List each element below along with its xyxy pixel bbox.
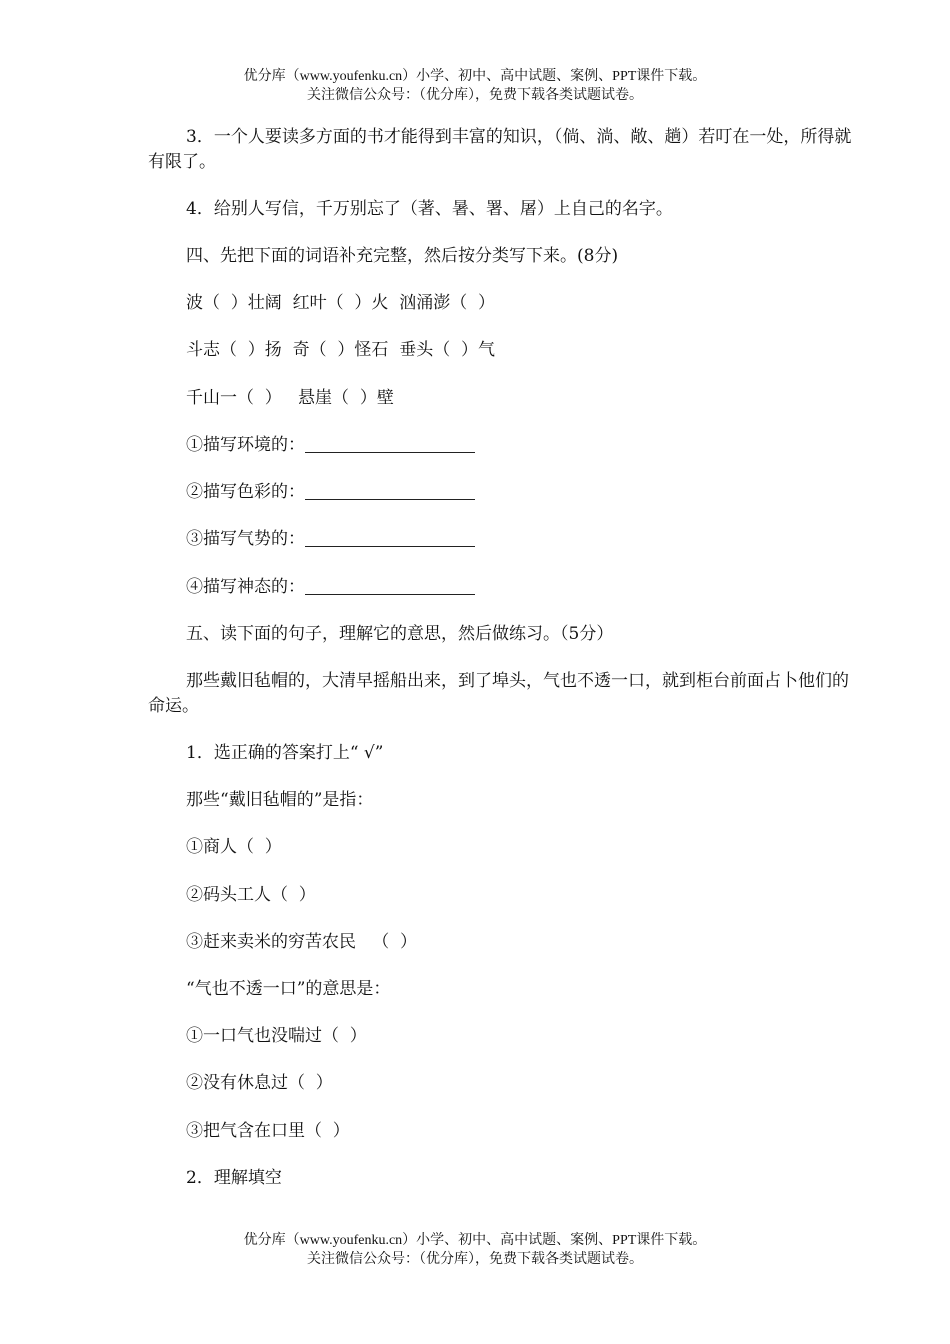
question-1a-prompt: 那些“戴旧毡帽的”是指： [186,790,374,810]
option-1b-1: ①一口气也没喘过（ ） [186,1026,367,1046]
page-footer [0,1231,950,1269]
option-1a-2: ②码头工人（ ） [186,885,316,905]
question-1b-prompt: “气也不透一口”的意思是： [186,979,391,999]
answer-blank[interactable] [305,530,475,547]
question-2: 2．理解填空 [186,1168,282,1188]
header-line-2: 关注微信公众号：（优分库），免费下载各类试题试卷。 [307,88,643,103]
category-label: ③描写气势的： [186,529,305,549]
category-expression [186,575,901,600]
question-4: 4．给别人写信，千万别忘了（著、暑、署、屠）上自己的名字。 [186,199,673,219]
answer-blank[interactable] [305,436,475,453]
option-1a-3: ③赶来卖米的穷苦农民 （ ） [186,932,418,952]
footer-line-1: 优分库（www.youfenku.cn）小学、初中、高中试题、案例、PPT课件下载。 [243,1233,707,1248]
option-1a-1: ①商人（ ） [186,837,282,857]
option-1b-3: ③把气含在口里（ ） [186,1121,350,1141]
passage: 那些戴旧毡帽的，大清早摇船出来，到了埠头，气也不透一口，就到柜台前面占卜他们的命运。 [148,671,849,716]
category-environment [186,433,901,458]
category-color [186,480,901,505]
section-5-title: 五、读下面的句子，理解它的意思，然后做练习。（5分） [186,624,614,644]
category-momentum [186,527,901,552]
section-4-title: 四、先把下面的词语补充完整，然后按分类写下来。(8分) [186,246,619,266]
category-label: ②描写色彩的： [186,482,305,502]
question-3: 3．一个人要读多方面的书才能得到丰富的知识，（倘、淌、敞、趟）若叮在一处，所得就有限了。 [148,127,852,172]
footer-line-2: 关注微信公众号：（优分库），免费下载各类试题试卷。 [307,1252,643,1267]
word-row-1: 波（ ）壮阔 红叶（ ）火 汹涌澎（ ） [186,293,496,313]
option-1b-2: ②没有休息过（ ） [186,1073,333,1093]
word-row-2: 斗志（ ）扬 奇（ ）怪石 垂头（ ）气 [186,340,496,360]
page-header [0,67,950,105]
answer-blank[interactable] [305,483,475,500]
question-1: 1．选正确的答案打上“ √” [186,743,384,763]
header-line-1: 优分库（www.youfenku.cn）小学、初中、高中试题、案例、PPT课件下载。 [243,69,707,84]
word-row-3: 千山一（ ） 悬崖（ ）壁 [186,388,394,408]
answer-blank[interactable] [305,578,475,595]
category-label: ①描写环境的： [186,435,305,455]
category-label: ④描写神态的： [186,577,305,597]
